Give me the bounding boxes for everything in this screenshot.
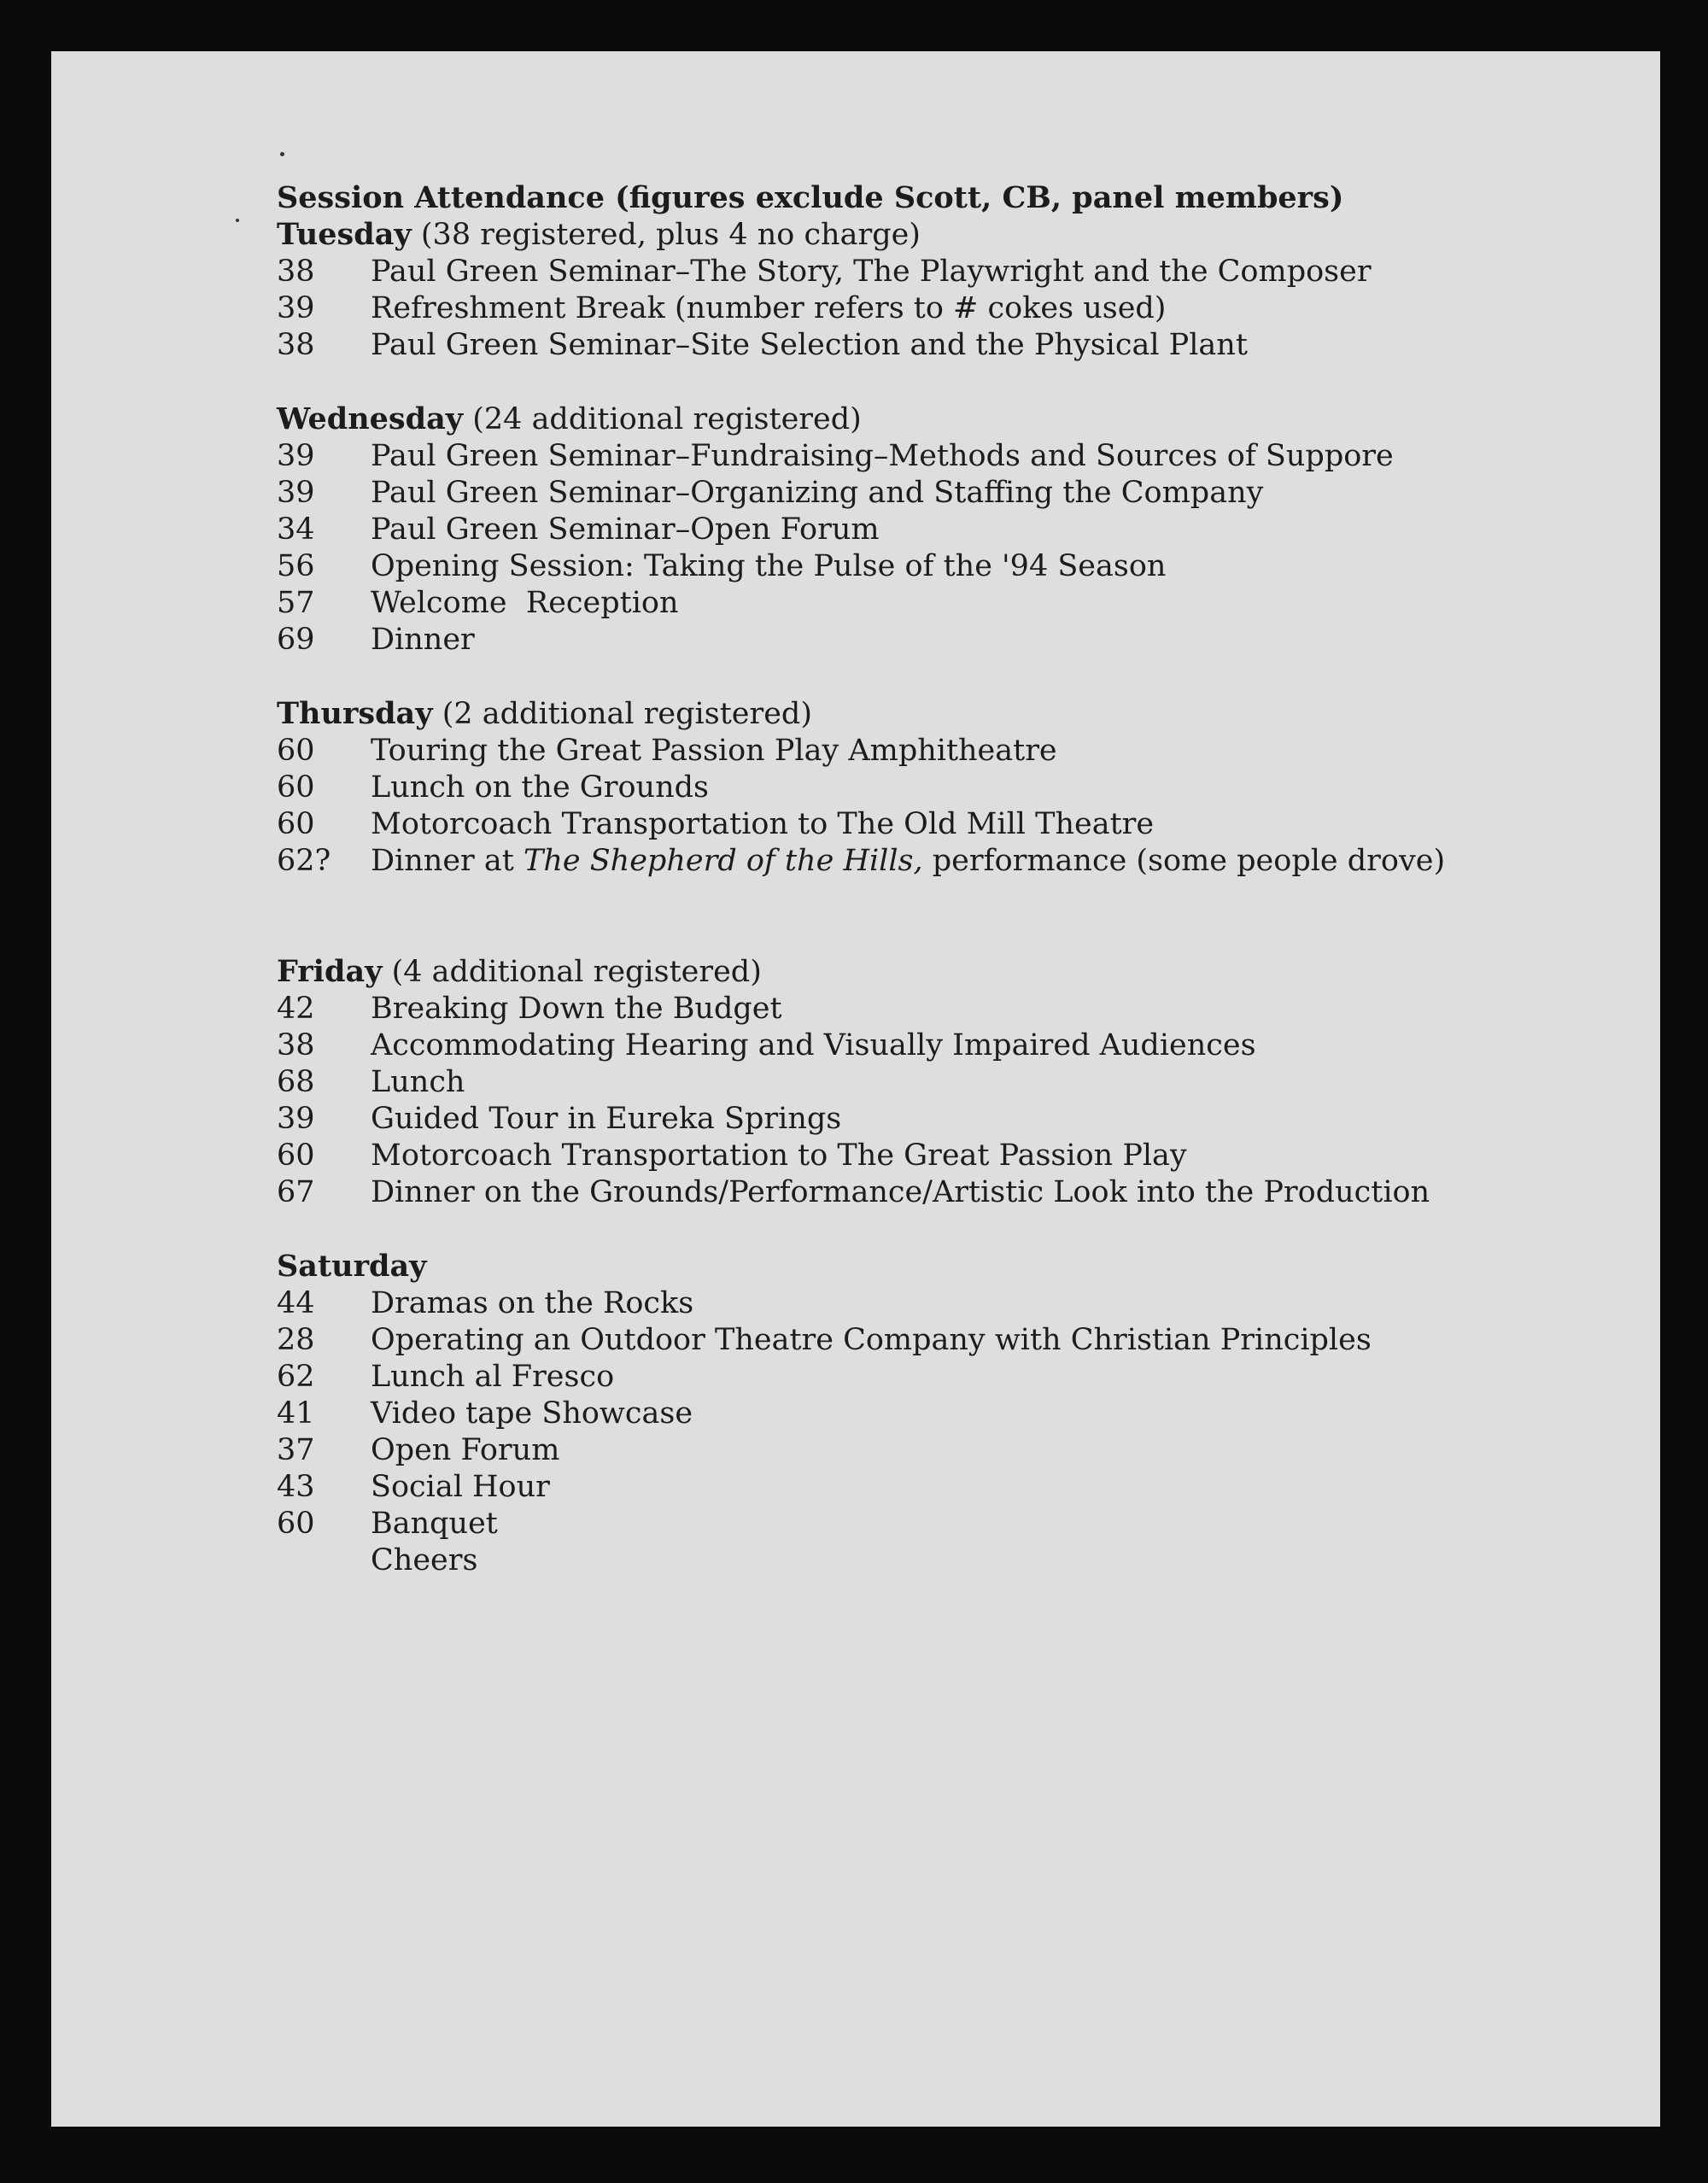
attendance-count: 39: [277, 476, 315, 510]
list-item: [277, 733, 1558, 770]
session-label: Cheers: [371, 1543, 478, 1577]
list-item: [277, 475, 1558, 512]
attendance-count: 56: [277, 549, 315, 583]
day-name: Friday: [277, 954, 383, 989]
session-label: Breaking Down the Budget: [371, 992, 782, 1026]
session-label: Video tape Showcase: [371, 1396, 693, 1431]
attendance-count: 37: [277, 1433, 315, 1467]
session-label: Operating an Outdoor Theatre Company with Christian Principles: [371, 1323, 1372, 1357]
show-title: The Shepherd of the Hills,: [523, 844, 923, 878]
session-label: Dramas on the Rocks: [371, 1286, 694, 1320]
session-label: Motorcoach Transportation to The Great Passion Play: [371, 1138, 1187, 1173]
list-item: [277, 1064, 1558, 1101]
list-item: [277, 1506, 1558, 1542]
day-heading: [277, 216, 1558, 254]
list-item: [277, 770, 1558, 806]
day-thursday: [277, 695, 1558, 880]
session-label-end: performance (some people drove): [922, 844, 1446, 878]
session-label: Dinner on the Grounds/Performance/Artistic Look into the Production: [371, 1175, 1430, 1209]
list-item: [277, 1101, 1558, 1138]
day-saturday: [277, 1248, 1558, 1579]
attendance-count: 60: [277, 807, 315, 841]
attendance-count: 69: [277, 623, 315, 657]
document-title: Session Attendance (figures exclude Scott, CB, panel members): [277, 180, 1344, 215]
list-item: [277, 1138, 1558, 1174]
attendance-count: 38: [277, 328, 315, 362]
day-heading: [277, 401, 1558, 438]
list-item: [277, 1322, 1558, 1359]
session-label: Touring the Great Passion Play Amphitheatre: [371, 734, 1057, 768]
day-name: Thursday: [277, 696, 433, 731]
list-item: [277, 1542, 1558, 1579]
paper-speck: [280, 152, 284, 156]
paper-speck: [236, 219, 239, 222]
session-label: Accommodating Hearing and Visually Impaired Audiences: [371, 1028, 1256, 1062]
session-label: Paul Green Seminar–Fundraising–Methods and Sources of Suppore: [371, 439, 1394, 473]
attendance-count: 60: [277, 770, 315, 805]
attendance-count: 57: [277, 586, 315, 620]
list-item: [277, 1027, 1558, 1064]
day-name: Tuesday: [277, 217, 412, 252]
session-label-start: Dinner at: [371, 844, 524, 878]
list-item: [277, 622, 1558, 658]
day-note: (2 additional registered): [442, 697, 812, 731]
attendance-count: 41: [277, 1396, 315, 1431]
day-note: (24 additional registered): [472, 402, 862, 436]
list-item: [277, 1432, 1558, 1469]
attendance-count: 28: [277, 1323, 315, 1357]
session-label: Dinner: [371, 623, 475, 657]
list-item: [277, 585, 1558, 622]
day-note: (38 registered, plus 4 no charge): [420, 218, 921, 252]
list-item: [277, 991, 1558, 1027]
list-item: [277, 254, 1558, 290]
day-name: Saturday: [277, 1249, 427, 1284]
day-note: (4 additional registered): [391, 955, 762, 989]
attendance-count: 42: [277, 992, 315, 1026]
list-item: [277, 548, 1558, 585]
attendance-list: [277, 179, 1558, 1579]
attendance-count: 60: [277, 734, 315, 768]
attendance-count: 39: [277, 439, 315, 473]
list-item: [277, 290, 1558, 327]
list-item: [277, 1469, 1558, 1506]
attendance-count: 67: [277, 1175, 315, 1209]
day-heading: [277, 953, 1558, 991]
session-label: Lunch on the Grounds: [371, 770, 709, 805]
list-item: [277, 438, 1558, 475]
session-label: Paul Green Seminar–Site Selection and the Physical Plant: [371, 328, 1248, 362]
document-page: [51, 51, 1660, 2127]
session-label: Open Forum: [371, 1433, 560, 1467]
day-tuesday: [277, 216, 1558, 364]
list-item: [277, 327, 1558, 364]
attendance-count: 38: [277, 255, 315, 289]
session-label: Paul Green Seminar–Open Forum: [371, 512, 880, 547]
attendance-count: 39: [277, 1102, 315, 1136]
session-label: Paul Green Seminar–The Story, The Playwright and the Composer: [371, 255, 1372, 289]
list-item: [277, 1359, 1558, 1396]
session-label: Refreshment Break (number refers to # cokes used): [371, 291, 1167, 325]
session-label: Paul Green Seminar–Organizing and Staffing the Company: [371, 476, 1264, 510]
list-item: [277, 843, 1558, 880]
attendance-count: 62: [277, 1360, 315, 1394]
attendance-count: 62?: [277, 844, 331, 878]
session-label: Motorcoach Transportation to The Old Mill Theatre: [371, 807, 1155, 841]
attendance-count: 38: [277, 1028, 315, 1062]
day-friday: [277, 953, 1558, 1211]
list-item: [277, 512, 1558, 548]
session-label: Lunch al Fresco: [371, 1360, 615, 1394]
day-wednesday: [277, 401, 1558, 658]
day-heading: [277, 695, 1558, 733]
session-label: Guided Tour in Eureka Springs: [371, 1102, 842, 1136]
session-label: Lunch: [371, 1065, 465, 1099]
session-label: Banquet: [371, 1507, 498, 1541]
session-label: Welcome Reception: [371, 586, 679, 620]
attendance-count: 43: [277, 1470, 315, 1504]
attendance-count: 68: [277, 1065, 315, 1099]
attendance-count: 34: [277, 512, 315, 547]
attendance-count: 39: [277, 291, 315, 325]
attendance-count: 60: [277, 1507, 315, 1541]
attendance-count: 44: [277, 1286, 315, 1320]
attendance-count: [277, 1542, 371, 1579]
list-item: [277, 806, 1558, 843]
list-item: [277, 1285, 1558, 1322]
day-heading: [277, 1248, 1558, 1285]
attendance-count: 60: [277, 1138, 315, 1173]
list-item: [277, 1174, 1558, 1211]
session-label: Opening Session: Taking the Pulse of the '94 Season: [371, 549, 1167, 583]
session-label: Social Hour: [371, 1470, 550, 1504]
list-item: [277, 1396, 1558, 1432]
session-label: [371, 843, 1558, 880]
day-name: Wednesday: [277, 401, 464, 436]
